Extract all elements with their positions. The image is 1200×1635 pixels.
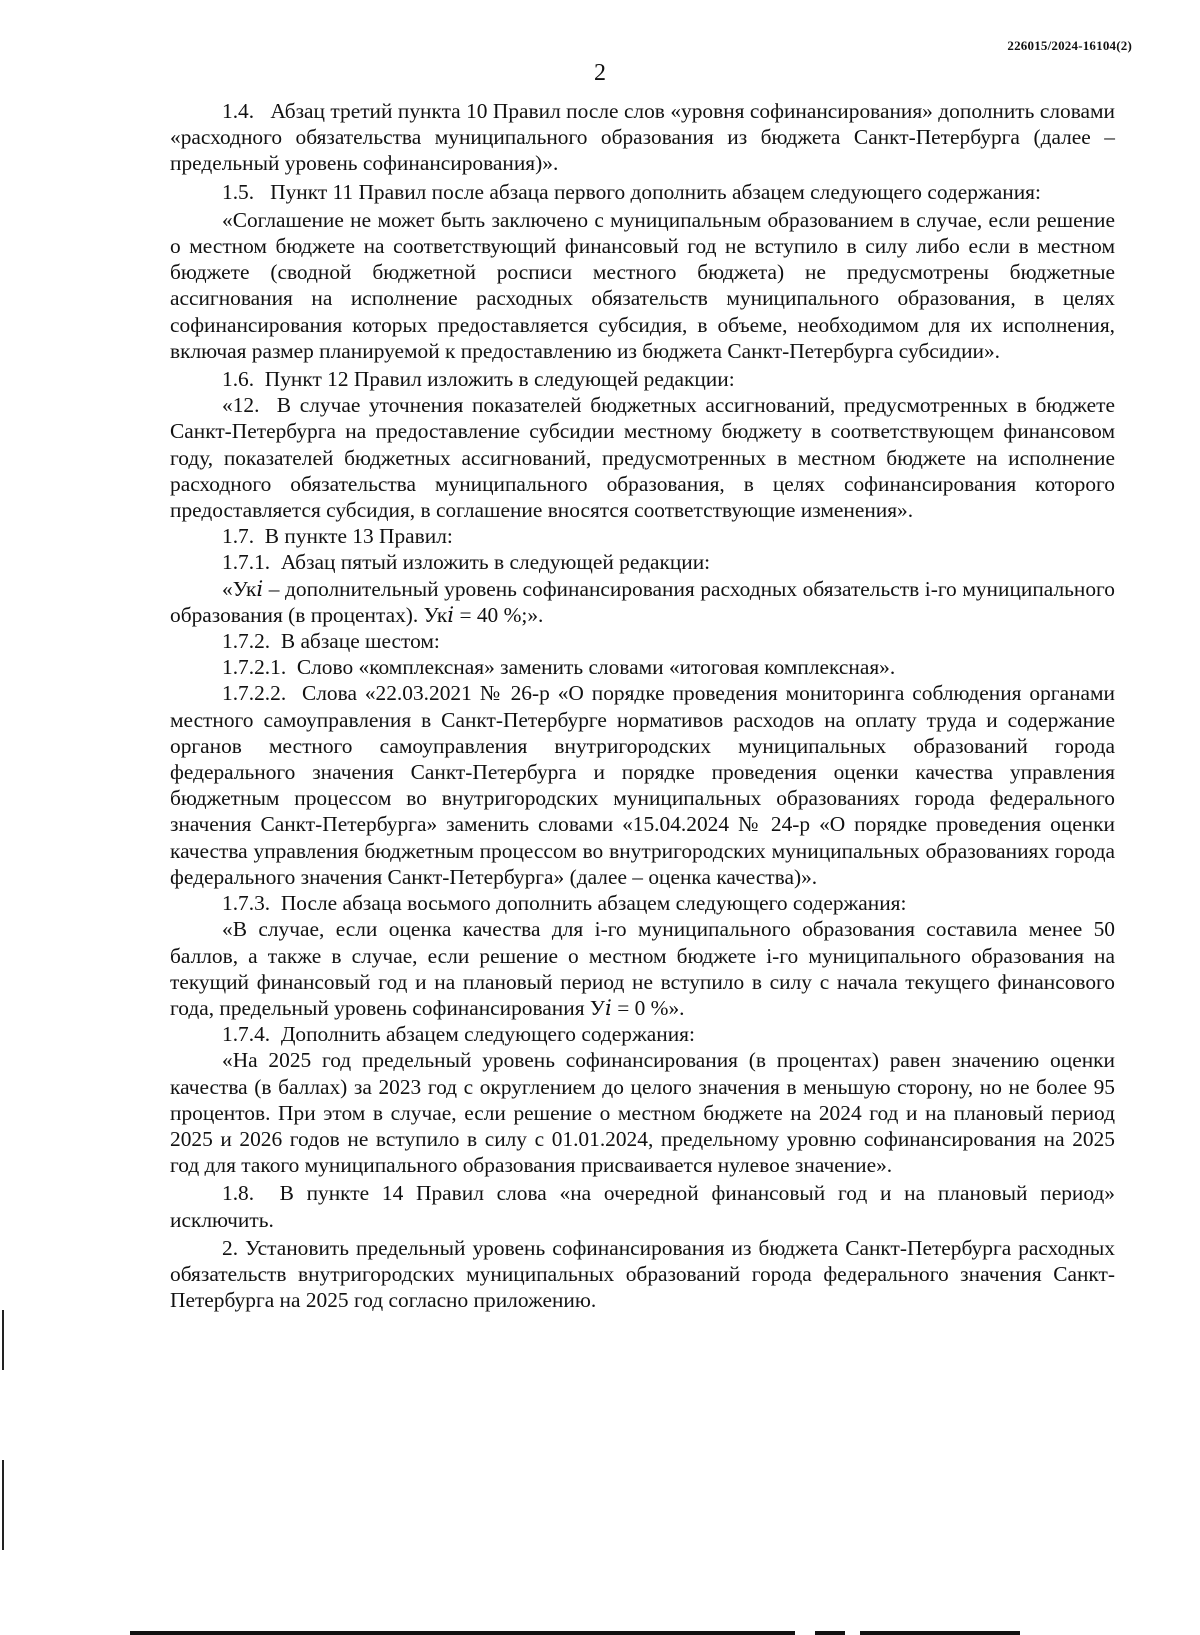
paragraph-1-7-2: 1.7.2. В абзаце шестом: (222, 629, 440, 654)
paragraph-1-8: 1.8. В пункте 14 Правил слова «на очередной финансовый год и на плановый период» исключить. (170, 1181, 1115, 1232)
scan-edge-mark (2, 1310, 4, 1370)
paragraph-2: 2. Установить предельный уровень софинансирования из бюджета Санкт-Петербурга расходных обязательств внутригородских муниципальных образований города федерального значения Санкт-Петербурга на 2025 год согласно приложению. (170, 1235, 1115, 1313)
paragraph-1-7-1: 1.7.1. Абзац пятый изложить в следующей редакции: (222, 550, 711, 575)
paragraph-1-7-3-quote: «В случае, если оценка качества для i-го муниципального образования составила менее 50 баллов, а также в случае, если решение о местном бюджете i-го муниципального образования на текущий финансовый год и на плановый период не вступило в силу с начала текущего финансового года, предельный уровень софинансирования У𝑖 = 0 %». (170, 917, 1115, 1020)
paragraph-1-4: 1.4. Абзац третий пункта 10 Правил после слов «уровня софинансирования» дополнить словами «расходного обязательства муниципального образования из бюджета Санкт-Петербурга (далее – предельный уровень софинансирования)». (170, 99, 1115, 176)
paragraph-1-6: 1.6. Пункт 12 Правил изложить в следующей редакции: (222, 367, 735, 392)
paragraph-1-7: 1.7. В пункте 13 Правил: (222, 524, 453, 549)
paragraph-1-7-3: 1.7.3. После абзаца восьмого дополнить абзацем следующего содержания: (222, 891, 907, 916)
paragraph-1-7-4-quote: «На 2025 год предельный уровень софинансирования (в процентах) равен значению оценки качества (в баллах) за 2023 год с округлением до целого значения в меньшую сторону, но не более 95 процентов. При этом в случае, если решение о местном бюджете на 2024 год и на плановый период 2025 и 2026 годов не вступило в силу с 01.01.2024, предельному уровню софинансирования на 2025 год для такого муниципального образования присваивается нулевое значение». (170, 1048, 1115, 1178)
paragraph-1-7-2-2: 1.7.2.2. Слова «22.03.2021 № 26-р «О порядке проведения мониторинга соблюдения органами местного самоуправления в Санкт-Петербурге нормативов расходов на оплату труда и содержание органов местного самоуправления внутригородских муниципальных образований города федерального значения Санкт-Петербурга и порядке проведения оценки качества управления бюджетным процессом во внутригородских муниципальных образованиях города федерального значения Санкт-Петербурга» заменить словами «15.04.2024 № 24-р «О порядке проведения оценки качества управления бюджетным процессом во внутригородских муниципальных образованиях города федерального значения Санкт-Петербурга» (далее – оценка качества)». (170, 681, 1115, 889)
document-number: 226015/2024-16104(2) (1007, 38, 1132, 53)
paragraph-1-7-4: 1.7.4. Дополнить абзацем следующего содержания: (222, 1022, 695, 1047)
document-body (170, 98, 1115, 1313)
paragraph-1-5-quote: «Соглашение не может быть заключено с муниципальным образованием в случае, если решение о местном бюджете на соответствующий финансовый год не вступило в силу либо если в местном бюджете (сводной бюджетной росписи местного бюджета) не предусмотрены бюджетные ассигнования на исполнение расходных обязательств муниципального образования, в целях софинансирования которых предоставляется субсидия, в объеме, необходимом для их исполнения, включая размер планируемой к предоставлению из бюджета Санкт-Петербурга субсидии». (170, 207, 1115, 363)
paragraph-1-5: 1.5. Пункт 11 Правил после абзаца первого дополнить абзацем следующего содержания: (222, 179, 1041, 204)
page-number: 2 (594, 60, 606, 86)
paragraph-1-6-quote: «12. В случае уточнения показателей бюджетных ассигнований, предусмотренных в бюджете Санкт-Петербурга на предоставление субсидии местному бюджету в соответствующем финансовом году, показателей бюджетных ассигнований, предусмотренных в местном бюджете на исполнение расходного обязательства муниципального образования, в целях софинансирования которого предоставляется субсидия, в соглашение вносятся соответствующие изменения». (170, 393, 1115, 523)
scan-bottom-edge (130, 1631, 795, 1635)
scan-edge-mark (2, 1460, 4, 1550)
scan-bottom-edge (860, 1631, 1020, 1635)
paragraph-1-7-1-quote: «Ук𝑖 – дополнительный уровень софинансирования расходных обязательств i-го муниципального образования (в процентах). Ук𝑖 = 40 %;». (170, 576, 1115, 627)
paragraph-1-7-2-1: 1.7.2.1. Слово «комплексная» заменить словами «итоговая комплексная». (222, 655, 896, 680)
scan-bottom-edge (815, 1631, 845, 1635)
